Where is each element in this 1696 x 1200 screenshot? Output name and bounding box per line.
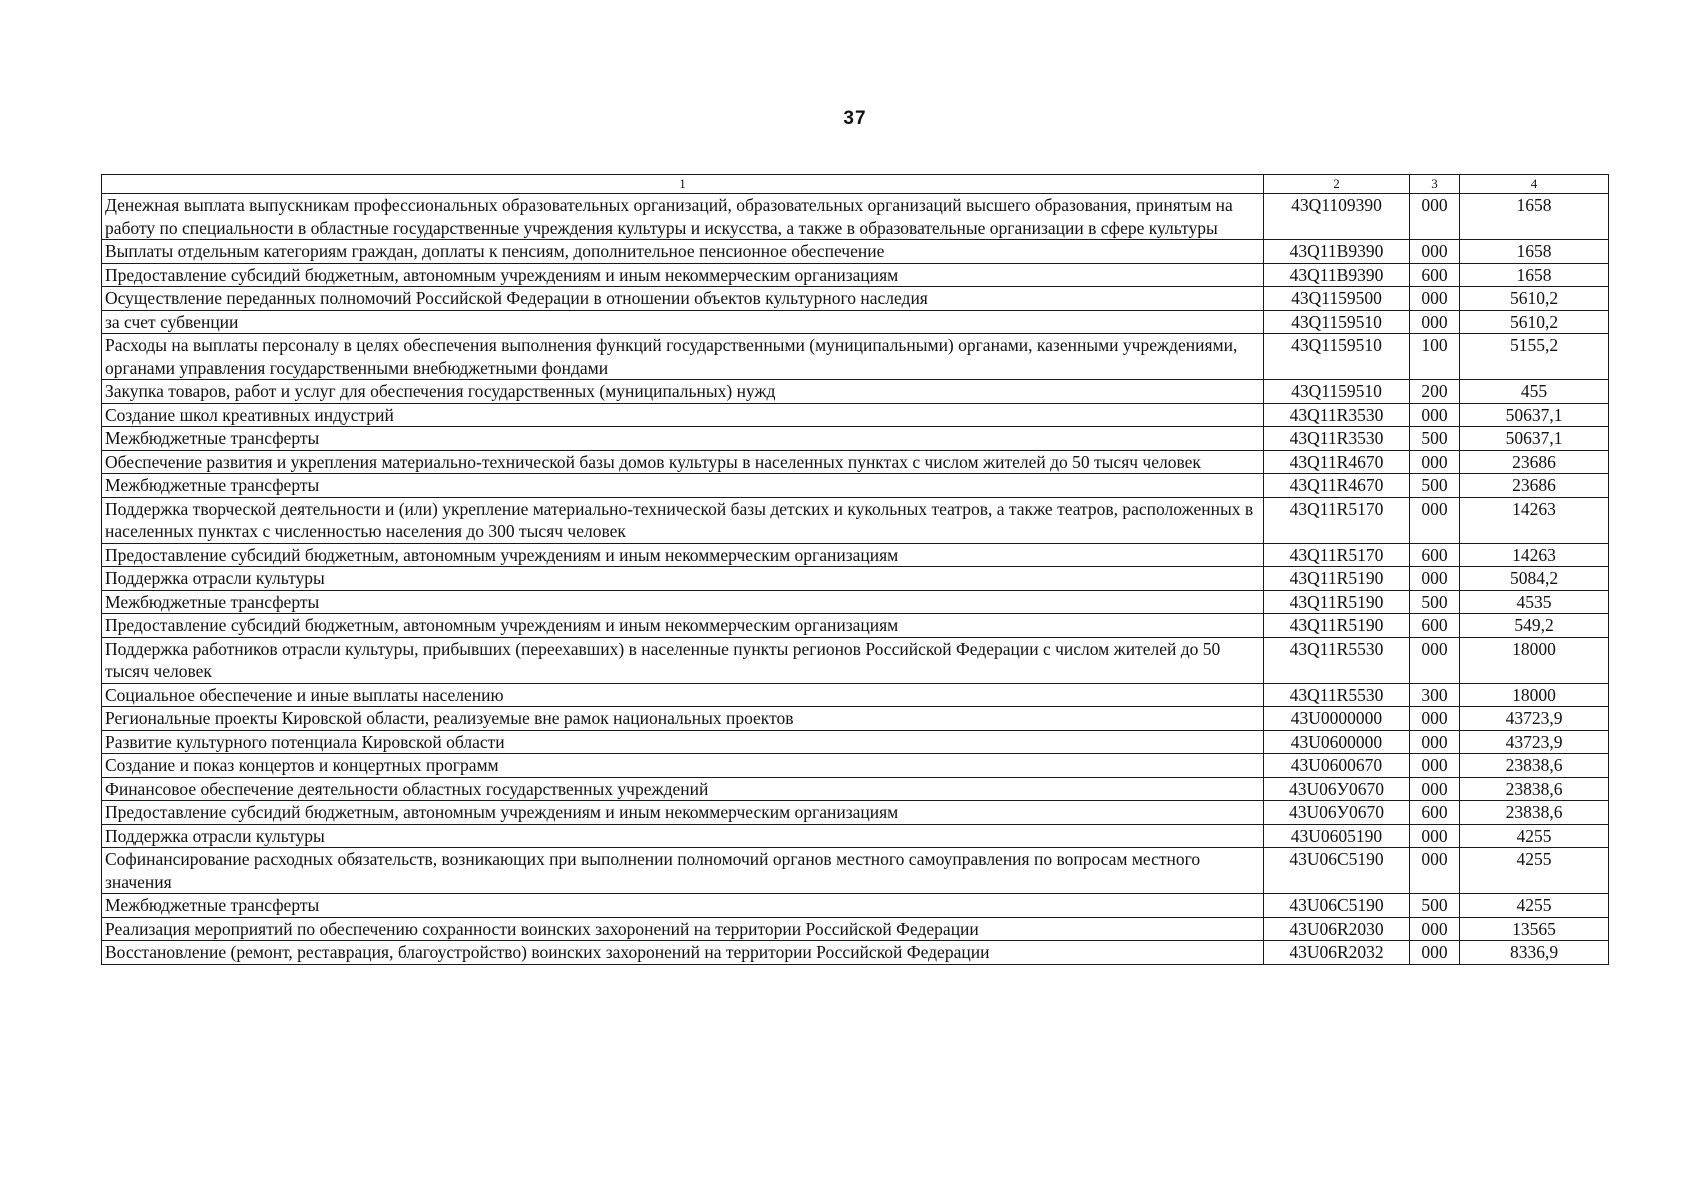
- expense-name-cell: Региональные проекты Кировской области, реализуемые вне рамок национальных проектов: [102, 707, 1264, 731]
- target-code-cell: 43U06У0670: [1264, 801, 1410, 825]
- amount-cell: 4255: [1460, 848, 1609, 894]
- amount-cell: 1658: [1460, 263, 1609, 287]
- expense-type-cell: 000: [1410, 754, 1460, 778]
- expense-name-cell: Предоставление субсидий бюджетным, автономным учреждениям и иным некоммерческим организациям: [102, 263, 1264, 287]
- expense-type-cell: 000: [1410, 637, 1460, 683]
- expense-type-cell: 600: [1410, 543, 1460, 567]
- table-row: [102, 754, 1609, 778]
- table-row: [102, 403, 1609, 427]
- expense-name-cell: Закупка товаров, работ и услуг для обеспечения государственных (муниципальных) нужд: [102, 380, 1264, 404]
- expense-name-cell: Развитие культурного потенциала Кировской области: [102, 730, 1264, 754]
- amount-cell: 18000: [1460, 683, 1609, 707]
- target-code-cell: 43Q1109390: [1264, 194, 1410, 240]
- amount-cell: 1658: [1460, 240, 1609, 264]
- budget-table: [101, 174, 1609, 965]
- amount-cell: 23686: [1460, 450, 1609, 474]
- amount-cell: 23686: [1460, 474, 1609, 498]
- expense-type-cell: 000: [1410, 240, 1460, 264]
- table-row: [102, 263, 1609, 287]
- target-code-cell: 43Q11R3530: [1264, 403, 1410, 427]
- expense-name-cell: Предоставление субсидий бюджетным, автономным учреждениям и иным некоммерческим организациям: [102, 614, 1264, 638]
- amount-cell: 1658: [1460, 194, 1609, 240]
- expense-name-cell: Денежная выплата выпускникам профессиональных образовательных организаций, образовательных организаций высшего образования, принятым на работу по специальности в областные государственные учреждения культуры и искусства, а также в образовательные организации в сфере культуры: [102, 194, 1264, 240]
- table-row: [102, 240, 1609, 264]
- table-row: [102, 590, 1609, 614]
- target-code-cell: 43U06У0670: [1264, 777, 1410, 801]
- expense-name-cell: Реализация мероприятий по обеспечению сохранности воинских захоронений на территории Российской Федерации: [102, 917, 1264, 941]
- expense-type-cell: 000: [1410, 707, 1460, 731]
- target-code-cell: 43Q11B9390: [1264, 240, 1410, 264]
- target-code-cell: 43Q1159510: [1264, 310, 1410, 334]
- amount-cell: 5610,2: [1460, 310, 1609, 334]
- target-code-cell: 43U06R2032: [1264, 941, 1410, 965]
- amount-cell: 13565: [1460, 917, 1609, 941]
- expense-type-cell: 000: [1410, 917, 1460, 941]
- expense-type-cell: 600: [1410, 801, 1460, 825]
- target-code-cell: 43U0000000: [1264, 707, 1410, 731]
- amount-cell: 4255: [1460, 894, 1609, 918]
- table-row: [102, 801, 1609, 825]
- table-header-row: [102, 175, 1609, 194]
- column-header-4: 4: [1460, 175, 1609, 194]
- expense-name-cell: Выплаты отдельным категориям граждан, доплаты к пенсиям, дополнительное пенсионное обеспечение: [102, 240, 1264, 264]
- table-row: [102, 917, 1609, 941]
- target-code-cell: 43Q1159500: [1264, 287, 1410, 311]
- table-row: [102, 777, 1609, 801]
- expense-type-cell: 000: [1410, 497, 1460, 543]
- column-header-2: 2: [1264, 175, 1410, 194]
- expense-type-cell: 100: [1410, 334, 1460, 380]
- expense-name-cell: Создание школ креативных индустрий: [102, 403, 1264, 427]
- table-row: [102, 848, 1609, 894]
- expense-type-cell: 300: [1410, 683, 1460, 707]
- expense-name-cell: Обеспечение развития и укрепления материально-технической базы домов культуры в населенных пунктах с числом жителей до 50 тысяч человек: [102, 450, 1264, 474]
- expense-name-cell: Поддержка работников отрасли культуры, прибывших (переехавших) в населенные пункты регионов Российской Федерации с числом жителей до 50 тысяч человек: [102, 637, 1264, 683]
- expense-name-cell: за счет субвенции: [102, 310, 1264, 334]
- target-code-cell: 43Q11R4670: [1264, 450, 1410, 474]
- table-row: [102, 824, 1609, 848]
- expense-type-cell: 500: [1410, 590, 1460, 614]
- expense-name-cell: Предоставление субсидий бюджетным, автономным учреждениям и иным некоммерческим организациям: [102, 543, 1264, 567]
- amount-cell: 23838,6: [1460, 777, 1609, 801]
- amount-cell: 23838,6: [1460, 754, 1609, 778]
- expense-name-cell: Межбюджетные трансферты: [102, 427, 1264, 451]
- expense-name-cell: Предоставление субсидий бюджетным, автономным учреждениям и иным некоммерческим организациям: [102, 801, 1264, 825]
- target-code-cell: 43U0605190: [1264, 824, 1410, 848]
- column-header-1: 1: [102, 175, 1264, 194]
- amount-cell: 43723,9: [1460, 730, 1609, 754]
- target-code-cell: 43Q11R5190: [1264, 614, 1410, 638]
- target-code-cell: 43Q11R5190: [1264, 590, 1410, 614]
- table-row: [102, 707, 1609, 731]
- table-row: [102, 334, 1609, 380]
- expense-type-cell: 500: [1410, 427, 1460, 451]
- expense-name-cell: Софинансирование расходных обязательств, возникающих при выполнении полномочий органов местного самоуправления по вопросам местного значения: [102, 848, 1264, 894]
- expense-type-cell: 000: [1410, 777, 1460, 801]
- expense-name-cell: Осуществление переданных полномочий Российской Федерации в отношении объектов культурного наследия: [102, 287, 1264, 311]
- expense-type-cell: 000: [1410, 403, 1460, 427]
- expense-type-cell: 000: [1410, 824, 1460, 848]
- expense-name-cell: Межбюджетные трансферты: [102, 590, 1264, 614]
- column-header-3: 3: [1410, 175, 1460, 194]
- table-row: [102, 194, 1609, 240]
- amount-cell: 549,2: [1460, 614, 1609, 638]
- expense-type-cell: 600: [1410, 263, 1460, 287]
- target-code-cell: 43Q1159510: [1264, 380, 1410, 404]
- table-row: [102, 450, 1609, 474]
- expense-name-cell: Социальное обеспечение и иные выплаты населению: [102, 683, 1264, 707]
- table-row: [102, 614, 1609, 638]
- target-code-cell: 43U06C5190: [1264, 894, 1410, 918]
- amount-cell: 14263: [1460, 543, 1609, 567]
- target-code-cell: 43Q11R5530: [1264, 683, 1410, 707]
- expense-name-cell: Создание и показ концертов и концертных программ: [102, 754, 1264, 778]
- expense-name-cell: Поддержка творческой деятельности и (или) укрепление материально-технической базы детских и кукольных театров, а также театров, расположенных в населенных пунктах с численностью населения до 300 тысяч человек: [102, 497, 1264, 543]
- page-number: 37: [843, 108, 867, 129]
- expense-type-cell: 500: [1410, 894, 1460, 918]
- expense-type-cell: 000: [1410, 194, 1460, 240]
- target-code-cell: 43Q11R5530: [1264, 637, 1410, 683]
- expense-type-cell: 000: [1410, 941, 1460, 965]
- target-code-cell: 43Q1159510: [1264, 334, 1410, 380]
- expense-type-cell: 000: [1410, 310, 1460, 334]
- table-row: [102, 543, 1609, 567]
- table-row: [102, 567, 1609, 591]
- expense-name-cell: Поддержка отрасли культуры: [102, 567, 1264, 591]
- target-code-cell: 43U0600000: [1264, 730, 1410, 754]
- target-code-cell: 43Q11R5170: [1264, 543, 1410, 567]
- amount-cell: 4255: [1460, 824, 1609, 848]
- expense-name-cell: Поддержка отрасли культуры: [102, 824, 1264, 848]
- expense-type-cell: 500: [1410, 474, 1460, 498]
- table-row: [102, 380, 1609, 404]
- table-row: [102, 941, 1609, 965]
- amount-cell: 4535: [1460, 590, 1609, 614]
- amount-cell: 5155,2: [1460, 334, 1609, 380]
- expense-type-cell: 000: [1410, 730, 1460, 754]
- table-row: [102, 637, 1609, 683]
- expense-type-cell: 000: [1410, 567, 1460, 591]
- amount-cell: 5084,2: [1460, 567, 1609, 591]
- expense-type-cell: 200: [1410, 380, 1460, 404]
- expense-name-cell: Финансовое обеспечение деятельности областных государственных учреждений: [102, 777, 1264, 801]
- target-code-cell: 43Q11R5190: [1264, 567, 1410, 591]
- expense-type-cell: 600: [1410, 614, 1460, 638]
- table-row: [102, 427, 1609, 451]
- amount-cell: 14263: [1460, 497, 1609, 543]
- expense-type-cell: 000: [1410, 287, 1460, 311]
- expense-type-cell: 000: [1410, 450, 1460, 474]
- target-code-cell: 43Q11R5170: [1264, 497, 1410, 543]
- amount-cell: 455: [1460, 380, 1609, 404]
- expense-name-cell: Расходы на выплаты персоналу в целях обеспечения выполнения функций государственными (муниципальными) органами, казенными учреждениями, органами управления государственными внебюджетными фондами: [102, 334, 1264, 380]
- amount-cell: 23838,6: [1460, 801, 1609, 825]
- table-row: [102, 894, 1609, 918]
- amount-cell: 43723,9: [1460, 707, 1609, 731]
- amount-cell: 18000: [1460, 637, 1609, 683]
- target-code-cell: 43Q11R4670: [1264, 474, 1410, 498]
- table-row: [102, 287, 1609, 311]
- amount-cell: 50637,1: [1460, 403, 1609, 427]
- target-code-cell: 43U06C5190: [1264, 848, 1410, 894]
- table-row: [102, 310, 1609, 334]
- target-code-cell: 43Q11B9390: [1264, 263, 1410, 287]
- expense-name-cell: Межбюджетные трансферты: [102, 894, 1264, 918]
- expense-name-cell: Межбюджетные трансферты: [102, 474, 1264, 498]
- target-code-cell: 43Q11R3530: [1264, 427, 1410, 451]
- budget-table-body: [102, 175, 1609, 965]
- target-code-cell: 43U06R2030: [1264, 917, 1410, 941]
- table-row: [102, 474, 1609, 498]
- table-row: [102, 730, 1609, 754]
- expense-type-cell: 000: [1410, 848, 1460, 894]
- amount-cell: 5610,2: [1460, 287, 1609, 311]
- table-row: [102, 683, 1609, 707]
- target-code-cell: 43U0600670: [1264, 754, 1410, 778]
- expense-name-cell: Восстановление (ремонт, реставрация, благоустройство) воинских захоронений на территории Российской Федерации: [102, 941, 1264, 965]
- table-row: [102, 497, 1609, 543]
- amount-cell: 8336,9: [1460, 941, 1609, 965]
- amount-cell: 50637,1: [1460, 427, 1609, 451]
